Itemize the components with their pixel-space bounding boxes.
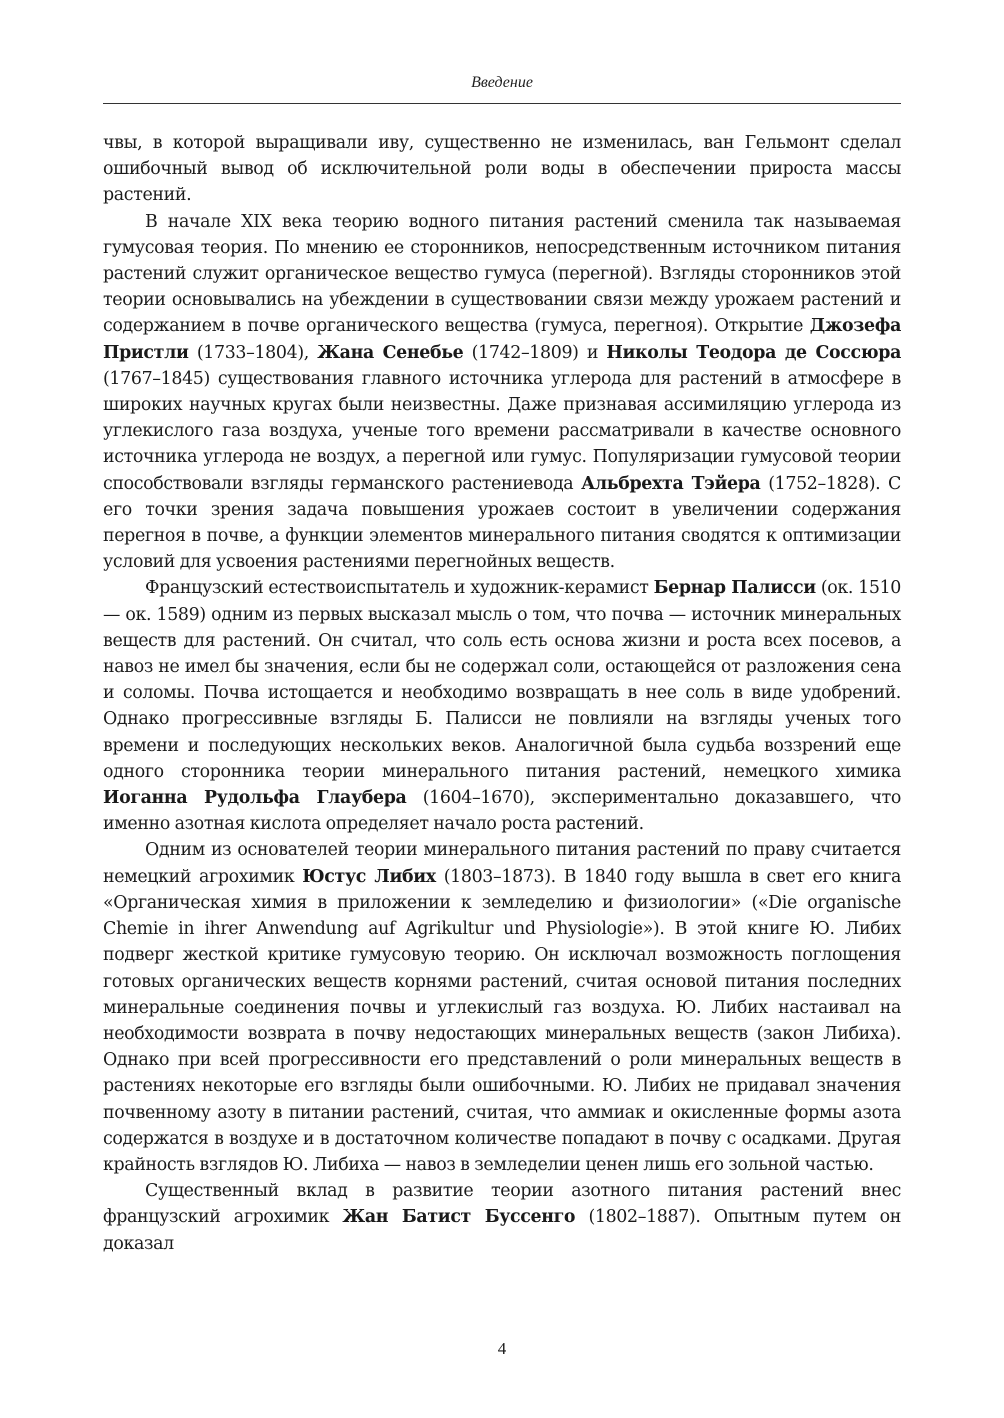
text-run: (ок. 1510 — ок. 1589) одним из первых высказал мысль о том, что почва — источник минеральных веществ для растений. Он считал, что соль есть основа жизни и роста всех посевов, а навоз не имел бы значения, если бы не содержал соли, остающейся от разложения сена и соломы. Почва истощается и необходимо возвращать в нее соль в виде удобрений. Однако прогрессивные взгляды Б. Палисси не повлияли на взгляды ученых того времени и последующих нескольких веков. Аналогичной была судьба воззрений еще одного сторонника теории минерального питания растений, немецкого химика <box>103 578 902 782</box>
person-name: Джозефа Пристли <box>103 316 901 363</box>
body-text <box>103 130 901 1257</box>
paragraph <box>103 837 901 1178</box>
paragraph <box>103 1178 901 1257</box>
text-run: (1742–1809) и <box>463 342 607 363</box>
text-run: Одним из основателей теории минерального питания растений по праву считается немецкий агрохимик <box>103 840 901 887</box>
text-run: (1803–1873). В 1840 году вышла в свет его книга «Органическая химия в приложении к земледелию и физиологии» («Die organische Chemie in ihrer Anwendung auf Agrikultur und Physiologie»). В этой книге Ю. Либих подверг жесткой критике гумусовую теорию. Он исключал возможность поглощения готовых органических веществ корнями растений, считая основой питания последних минеральные соединения почвы и углекислый газ воздуха. Ю. Либих настаивал на необходимости возврата в почву недостающих минеральных веществ (закон Либиха). Однако при всей прогрессивности его представлений о роли минеральных веществ в растениях некоторые его взгляды были ошибочными. Ю. Либих не придавал значения почвенному азоту в питании растений, считая, что аммиак и окисленные формы азота содержатся в воздухе и в достаточном количестве попадают в почву с осадками. Другая крайность взглядов Ю. Либиха — навоз в земледелии ценен лишь его зольной частью. <box>103 866 901 1175</box>
text-run: (1752–1828). С его точки зрения задача повышения урожаев состоит в увеличении содержания перегноя в почве, а функции элементов минерального питания сводятся к оптимизации условий для усвоения растениями перегнойных веществ. <box>103 473 902 573</box>
person-name: Жан Батист Буссенго <box>342 1207 576 1228</box>
text-run: Французский естествоиспытатель и художник-керамист <box>145 578 654 599</box>
text-run: (1604–1670), экспериментально доказавшего, что именно азотная кислота определяет начало роста растений. <box>103 788 901 835</box>
text-run: Существенный вклад в развитие теории азотного питания растений внес французский агрохимик <box>103 1181 901 1228</box>
person-name: Жана Сенебье <box>317 342 464 363</box>
person-name: Николы Теодора де Соссюра <box>606 342 901 363</box>
person-name: Юстус Либих <box>302 866 436 887</box>
page-number: 4 <box>497 1339 507 1358</box>
text-run: (1733–1804), <box>188 342 318 363</box>
text-run: В начале XIX века теорию водного питания растений сменила так называемая гумусовая теория. По мнению ее сторонников, непосредственным источником питания растений служит органическое вещество гумуса (перегной). Взгляды сторонников этой теории основывались на убеждении в существовании связи между урожаем растений и содержанием в почве органического вещества (гумуса, перегноя). Открытие <box>103 211 901 337</box>
paragraph <box>103 575 901 837</box>
header-rule <box>103 103 901 104</box>
person-name: Иоганна Рудольфа Глаубера <box>103 788 407 809</box>
running-head: Введение <box>471 74 533 91</box>
text-run: (1802–1887). Опытным путем он доказал <box>103 1207 901 1254</box>
text-run: чвы, в которой выращивали иву, существенно не изменилась, ван Гельмонт сделал ошибочный вывод об исключительной роли воды в обеспечении прироста массы растений. <box>103 133 901 206</box>
person-name: Альбрехта Тэйера <box>581 473 761 494</box>
paragraph <box>103 130 901 209</box>
person-name: Бернар Палисси <box>653 578 816 599</box>
paragraph <box>103 209 901 576</box>
text-run: (1767–1845) существования главного источника углерода для растений в атмосфере в широких научных кругах были неизвестны. Даже признавая ассимиляцию углерода из углекислого газа воздуха, ученые того времени рассматривали в качестве основного источника углерода не воздух, а перегной или гумус. Популяризации гумусовой теории способствовали взгляды германского растениевода <box>103 368 901 494</box>
